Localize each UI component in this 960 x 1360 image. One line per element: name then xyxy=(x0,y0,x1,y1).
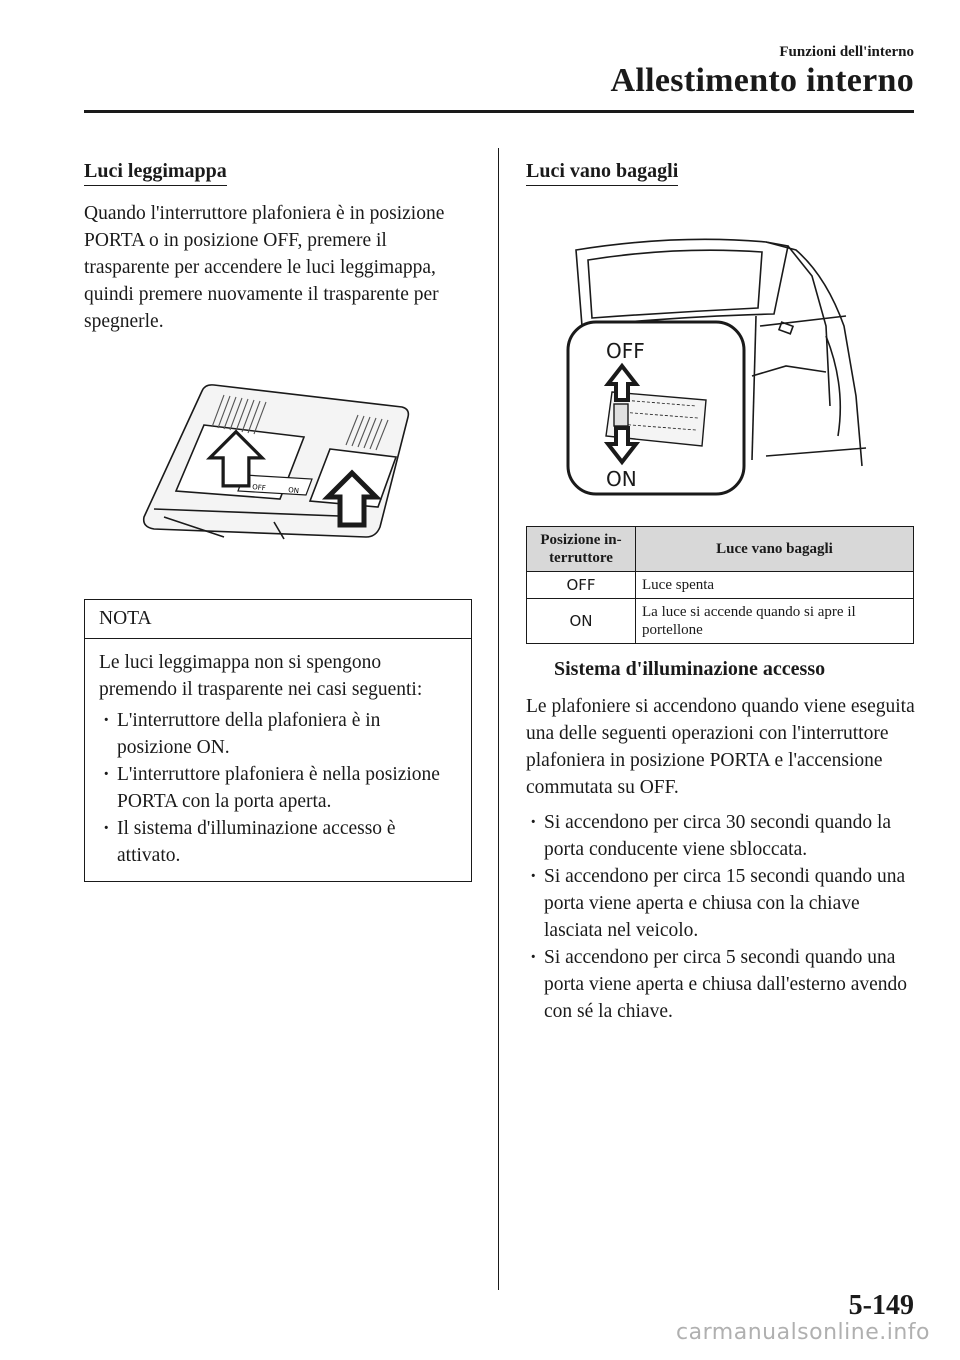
table-header-light: Luce vano bagagli xyxy=(636,527,914,572)
map-light-switch-off-label: OFF xyxy=(251,483,267,493)
column-divider xyxy=(498,148,499,1290)
footer-watermark: carmanualsonline.info xyxy=(676,1320,930,1345)
access-lighting-item: · Si accendono per circa 30 secondi quando la porta conducente viene sbloccata. xyxy=(526,809,916,863)
table-cell-desc: Luce spenta xyxy=(636,572,914,599)
map-lights-paragraph: Quando l'interruttore plafoniera è in posizione PORTA o in posizione OFF, premere il trasparente per accendere le luci leggimappa, quindi premere nuovamente il trasparente per spegnerle. xyxy=(84,203,445,332)
table-cell-switch: ON xyxy=(527,599,636,644)
note-item: · L'interruttore plafoniera è nella posizione PORTA con la porta aperta. xyxy=(99,761,457,815)
luggage-lights-title: Luci vano bagagli xyxy=(526,160,678,186)
luggage-light-illustration xyxy=(526,216,916,516)
page-number: 5-149 xyxy=(848,1290,914,1321)
header-section-label: Funzioni dell'interno xyxy=(779,44,914,60)
map-lights-title: Luci leggimappa xyxy=(84,160,227,186)
table-row xyxy=(527,599,914,644)
note-box xyxy=(84,599,472,882)
luggage-switch-off-label: OFF xyxy=(606,339,645,363)
left-column xyxy=(84,160,472,882)
right-column xyxy=(526,160,916,1025)
note-text: Le luci leggimappa non si spengono premendo il trasparente nei casi seguenti: xyxy=(99,652,423,700)
access-lighting-paragraph: Le plafoniere si accendono quando viene eseguita una delle seguenti operazioni con l'interruttore plafoniera in posizione PORTA e l'accensione commutata su OFF. xyxy=(526,696,915,798)
access-lighting-item: · Si accendono per circa 5 secondi quando una porta viene aperta e chiusa dall'esterno avendo con sé la chiave. xyxy=(526,944,916,1025)
table-cell-desc: La luce si accende quando si apre il portellone xyxy=(636,599,914,644)
note-item: · Il sistema d'illuminazione accesso è attivato. xyxy=(99,815,457,869)
table-row xyxy=(527,572,914,599)
map-light-switch-on-label: ON xyxy=(287,486,300,496)
note-heading: NOTA xyxy=(85,600,471,639)
header-title: Allestimento interno xyxy=(610,62,914,99)
table-cell-switch: OFF xyxy=(527,572,636,599)
luggage-switch-on-label: ON xyxy=(606,467,637,491)
table-header-switch: Posizione in-terruttore xyxy=(527,527,636,572)
map-light-illustration xyxy=(84,357,472,577)
access-lighting-item: · Si accendono per circa 15 secondi quando una porta viene aperta e chiusa con la chiave lasciata nel veicolo. xyxy=(526,863,916,944)
switch-position-table xyxy=(526,526,914,644)
header-rule xyxy=(84,110,914,113)
note-item: · L'interruttore della plafoniera è in posizione ON. xyxy=(99,707,457,761)
access-lighting-subtitle: Sistema d'illuminazione accesso xyxy=(554,658,826,680)
